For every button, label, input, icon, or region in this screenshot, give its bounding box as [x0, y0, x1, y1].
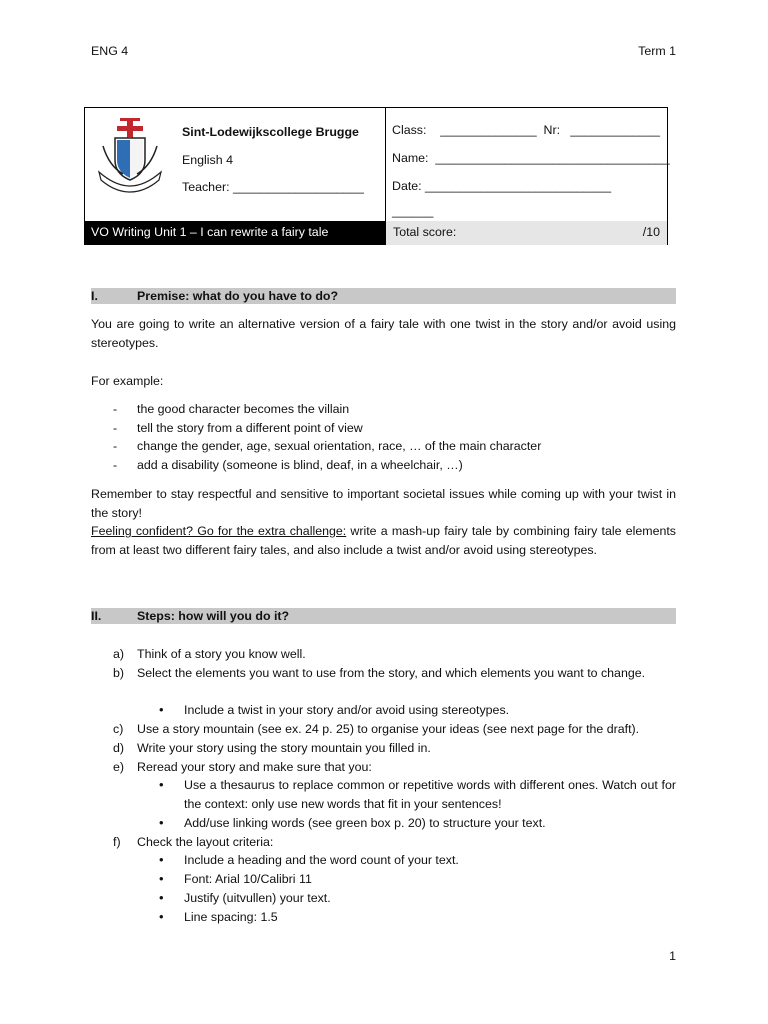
header-term: Term 1 [638, 44, 676, 58]
challenge-lead: Feeling confident? Go for the extra challenge: [91, 524, 347, 538]
unit-title: VO Writing Unit 1 – I can rewrite a fairy tale [85, 221, 385, 245]
date-field[interactable]: Date: ___________________________ [392, 179, 612, 193]
section-2-heading [91, 608, 676, 624]
section-1-title: Premise: what do you have to do? [137, 289, 339, 303]
class-nr-field[interactable]: Class: ______________ Nr: _____________ [392, 123, 660, 137]
name-field[interactable]: Name: __________________________________ [392, 151, 670, 165]
challenge-text: write a mash-up fairy tale by combining fairy tale elements from at least two different fairy tales, and also include a twist and/or avoid using stereotypes. [91, 524, 676, 557]
remember-paragraph: Remember to stay respectful and sensitive to important societal issues while coming up with your twist in the story! [91, 487, 676, 520]
school-name: Sint-Lodewijkscollege Brugge [182, 125, 359, 139]
total-score-max: /10 [642, 225, 660, 239]
section-2-number: II. [91, 609, 102, 623]
example-label: For example: [91, 374, 164, 388]
teacher-field[interactable]: Teacher: ___________________ [182, 180, 364, 194]
section-1-heading [91, 288, 676, 304]
course-name: English 4 [182, 153, 233, 167]
header-course: ENG 4 [91, 44, 129, 58]
total-score-label: Total score: [393, 225, 457, 239]
page-number: 1 [669, 949, 676, 963]
school-crest-icon [95, 116, 165, 194]
info-box [84, 107, 668, 245]
section-1-intro: You are going to write an alternative version of a fairy tale with one twist in the story and/or avoid using stereotypes. [91, 317, 676, 350]
section-2-title: Steps: how will you do it? [137, 609, 290, 623]
total-score-bar [386, 221, 667, 245]
section-1-number: I. [91, 289, 98, 303]
challenge-paragraph [91, 522, 676, 560]
date-field-continued: ______ [392, 204, 434, 218]
